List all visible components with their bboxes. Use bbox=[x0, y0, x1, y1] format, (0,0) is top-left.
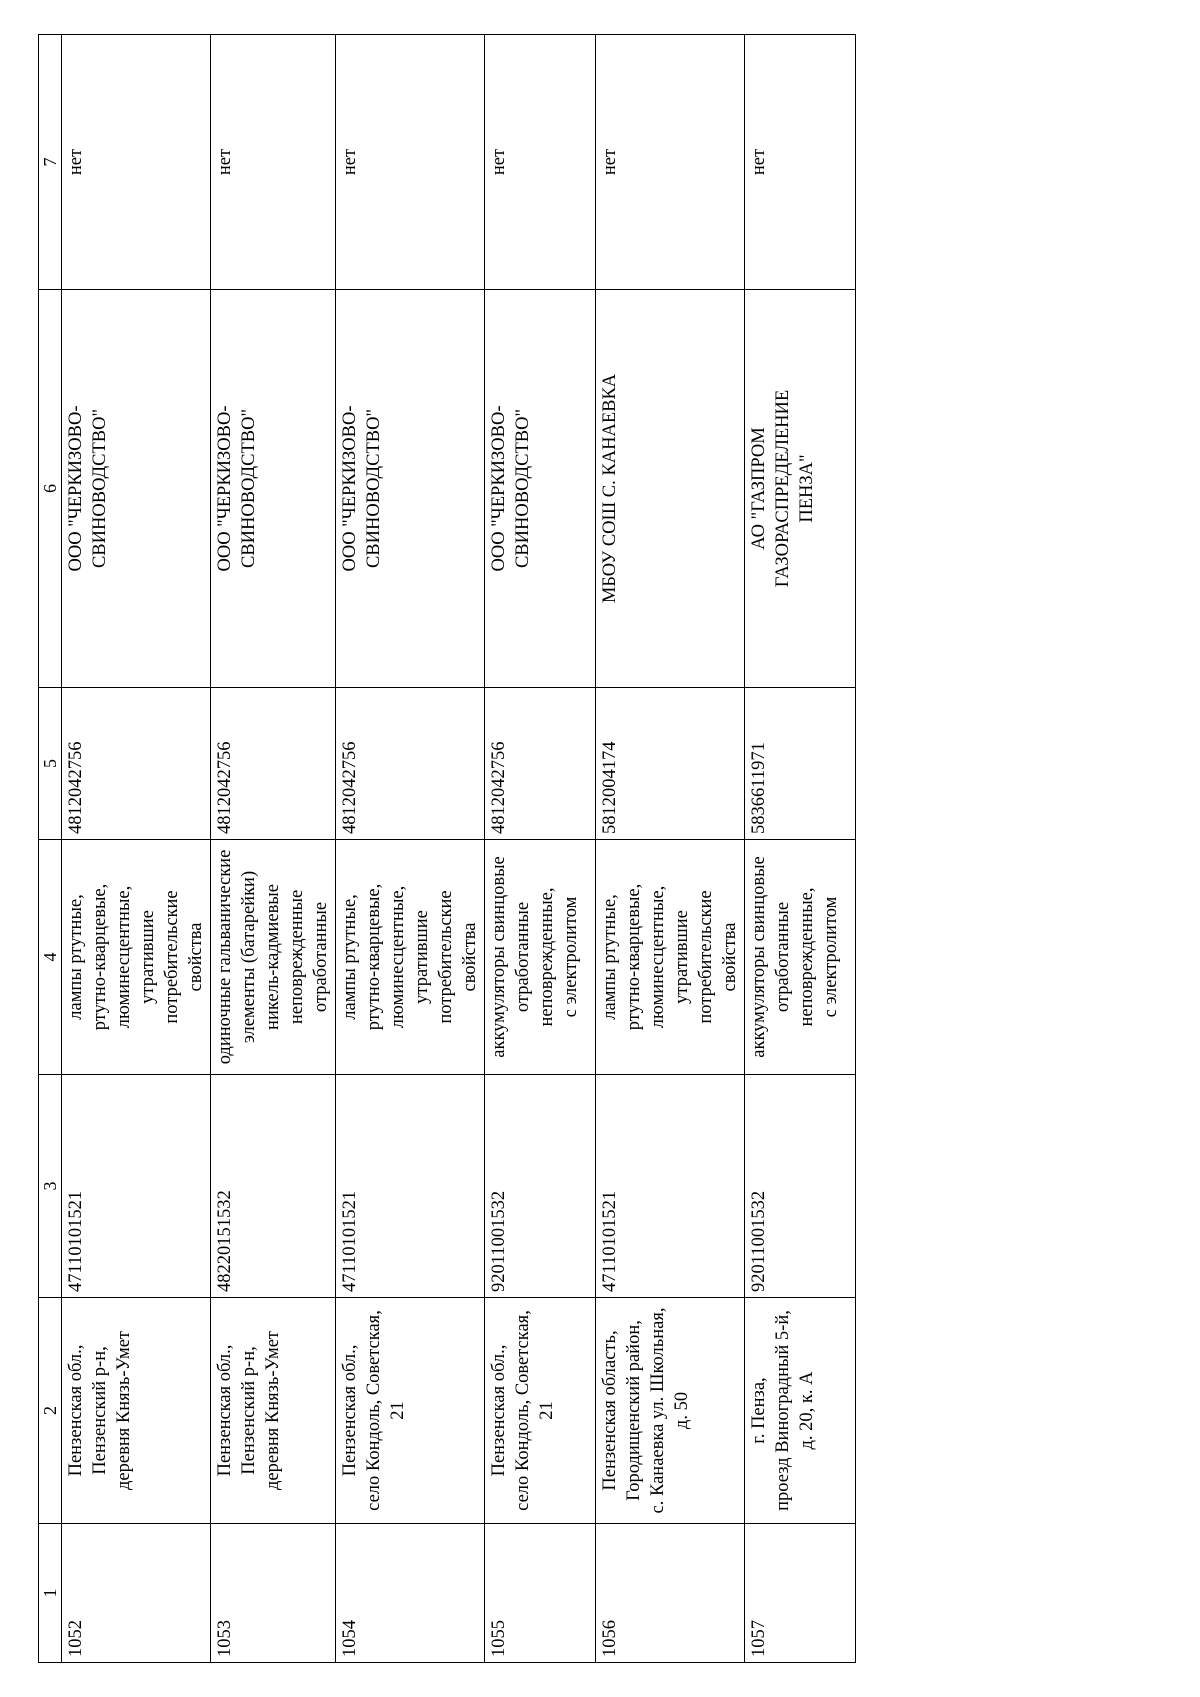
inn-cell: 4812042756 bbox=[62, 688, 211, 840]
organization-cell: ООО "ЧЕРКИЗОВО- СВИНОВОДСТВО" bbox=[336, 290, 485, 688]
inn-cell: 4812042756 bbox=[485, 688, 596, 840]
table-row bbox=[485, 35, 596, 1663]
header-col-3: 3 bbox=[39, 1075, 62, 1298]
address-cell: г. Пенза, проезд Виноградный 5-й, д. 20, к. А bbox=[745, 1298, 856, 1524]
organization-cell: ООО "ЧЕРКИЗОВО- СВИНОВОДСТВО" bbox=[211, 290, 336, 688]
table-row bbox=[596, 35, 745, 1663]
header-col-7: 7 bbox=[39, 35, 62, 290]
flag-cell: нет bbox=[62, 35, 211, 290]
flag-cell: нет bbox=[596, 35, 745, 290]
table-row bbox=[62, 35, 211, 1663]
flag-cell: нет bbox=[485, 35, 596, 290]
header-col-4: 4 bbox=[39, 840, 62, 1075]
waste-name-cell: лампы ртутные, ртутно-кварцевые, люминесцентные, утратившие потребительские свойства bbox=[596, 840, 745, 1075]
address-cell: Пензенская обл., Пензенский р-н, деревня Князь-Умет bbox=[62, 1298, 211, 1524]
organization-cell: ООО "ЧЕРКИЗОВО- СВИНОВОДСТВО" bbox=[485, 290, 596, 688]
row-number: 1055 bbox=[485, 1524, 596, 1663]
organization-cell: АО "ГАЗПРОМ ГАЗОРАСПРЕДЕЛЕНИЕ ПЕНЗА" bbox=[745, 290, 856, 688]
row-number: 1057 bbox=[745, 1524, 856, 1663]
inn-cell: 5812004174 bbox=[596, 688, 745, 840]
waste-code-cell: 92011001532 bbox=[745, 1075, 856, 1298]
table-row bbox=[745, 35, 856, 1663]
waste-name-cell: лампы ртутные, ртутно-кварцевые, люминесцентные, утратившие потребительские свойства bbox=[62, 840, 211, 1075]
waste-code-cell: 47110101521 bbox=[62, 1075, 211, 1298]
header-col-1: 1 bbox=[39, 1524, 62, 1663]
waste-name-cell: аккумуляторы свинцовые отработанные неповрежденные, с электролитом bbox=[485, 840, 596, 1075]
flag-cell: нет bbox=[745, 35, 856, 290]
address-cell: Пензенская обл., село Кондоль, Советская, 21 bbox=[485, 1298, 596, 1524]
address-cell: Пензенская область, Городищенский район, с. Канаевка ул. Школьная, д. 50 bbox=[596, 1298, 745, 1524]
row-number: 1053 bbox=[211, 1524, 336, 1663]
waste-name-cell: одиночные гальванические элементы (батарейки) никель-кадмиевые неповрежденные отработанные bbox=[211, 840, 336, 1075]
waste-code-cell: 48220151532 bbox=[211, 1075, 336, 1298]
inn-cell: 5836611971 bbox=[745, 688, 856, 840]
inn-cell: 4812042756 bbox=[336, 688, 485, 840]
waste-name-cell: лампы ртутные, ртутно-кварцевые, люминесцентные, утратившие потребительские свойства bbox=[336, 840, 485, 1075]
row-number: 1056 bbox=[596, 1524, 745, 1663]
flag-cell: нет bbox=[211, 35, 336, 290]
waste-code-cell: 92011001532 bbox=[485, 1075, 596, 1298]
table-row bbox=[211, 35, 336, 1663]
header-row bbox=[39, 35, 62, 1663]
header-col-2: 2 bbox=[39, 1298, 62, 1524]
organization-cell: МБОУ СОШ С. КАНАЕВКА bbox=[596, 290, 745, 688]
waste-registry-table bbox=[38, 34, 856, 1663]
flag-cell: нет bbox=[336, 35, 485, 290]
waste-name-cell: аккумуляторы свинцовые отработанные неповрежденные, с электролитом bbox=[745, 840, 856, 1075]
table-row bbox=[336, 35, 485, 1663]
inn-cell: 4812042756 bbox=[211, 688, 336, 840]
address-cell: Пензенская обл., село Кондоль, Советская, 21 bbox=[336, 1298, 485, 1524]
header-col-5: 5 bbox=[39, 688, 62, 840]
waste-code-cell: 47110101521 bbox=[596, 1075, 745, 1298]
waste-code-cell: 47110101521 bbox=[336, 1075, 485, 1298]
organization-cell: ООО "ЧЕРКИЗОВО- СВИНОВОДСТВО" bbox=[62, 290, 211, 688]
row-number: 1054 bbox=[336, 1524, 485, 1663]
header-col-6: 6 bbox=[39, 290, 62, 688]
row-number: 1052 bbox=[62, 1524, 211, 1663]
address-cell: Пензенская обл., Пензенский р-н, деревня Князь-Умет bbox=[211, 1298, 336, 1524]
